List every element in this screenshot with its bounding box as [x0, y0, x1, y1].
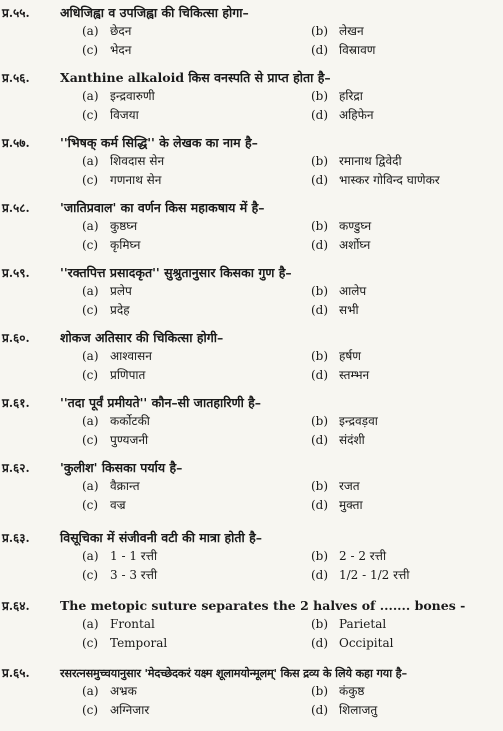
- option-text: इन्द्रवारुणी: [110, 89, 155, 103]
- option-label: (b): [311, 549, 329, 563]
- option-text: Temporal: [110, 636, 168, 650]
- option-text: अभ्रक: [110, 684, 137, 698]
- question-number: प्र.६५.: [2, 666, 30, 680]
- option-d: [311, 367, 369, 384]
- question-text: अधिजिह्वा व उपजिह्वा की चिकित्सा होगा–: [60, 5, 249, 20]
- option-text: विस्रावण: [339, 43, 376, 57]
- question-text: Xanthine alkaloid किस वनस्पति से प्राप्त होता है–: [60, 70, 331, 85]
- question-number: प्र.६४.: [2, 599, 30, 613]
- question-block: [0, 199, 503, 259]
- option-a: [82, 283, 132, 300]
- question-block: [0, 134, 503, 194]
- option-text: इन्द्रवड़वा: [339, 414, 378, 428]
- option-label: (c): [82, 108, 99, 122]
- option-label: (d): [311, 43, 329, 57]
- question-number: प्र.६१.: [2, 396, 30, 410]
- option-text: अर्शोघ्न: [339, 238, 371, 252]
- option-text: 2 - 2 रत्ती: [339, 549, 387, 563]
- question-number: प्र.५८.: [2, 201, 30, 215]
- option-text: Frontal: [110, 617, 155, 631]
- question-line: [0, 199, 265, 217]
- question-block: [0, 394, 503, 454]
- option-a: [82, 413, 150, 430]
- question-number: प्र.५६.: [2, 71, 30, 85]
- option-label: (d): [311, 636, 329, 650]
- option-label: (d): [311, 108, 329, 122]
- option-text: शिलाजतु: [339, 703, 378, 717]
- option-label: (d): [311, 498, 329, 512]
- question-line: [0, 329, 223, 347]
- option-label: (a): [82, 479, 99, 493]
- question-line: [0, 664, 407, 682]
- option-text: सभी: [339, 303, 359, 317]
- option-text: प्रलेप: [110, 284, 132, 298]
- question-line: [0, 4, 249, 22]
- option-b: [311, 683, 365, 700]
- option-label: (b): [311, 24, 329, 38]
- option-text: कण्डुघ्न: [339, 219, 372, 233]
- option-label: (c): [82, 433, 99, 447]
- option-label: (b): [311, 349, 329, 363]
- option-c: [82, 702, 149, 719]
- option-text: लेखन: [339, 24, 364, 38]
- question-text: 'जातिप्रवाल' का वर्णन किस महाकषाय में है–: [60, 200, 265, 215]
- question-text: ''तदा पूर्वं प्रमीयते'' कौन–सी जातहारिणी है–: [60, 395, 262, 410]
- option-label: (d): [311, 703, 329, 717]
- question-number: प्र.५५.: [2, 6, 30, 20]
- option-text: 1 - 1 रत्ती: [110, 549, 158, 563]
- option-text: कंकुष्ठ: [339, 684, 365, 698]
- option-text: स्तम्भन: [339, 368, 370, 382]
- option-a: [82, 478, 140, 495]
- question-number: प्र.६२.: [2, 461, 30, 475]
- option-label: (b): [311, 154, 329, 168]
- question-text: 'कुलीश' किसका पर्याय है–: [60, 460, 183, 475]
- option-label: (c): [82, 636, 99, 650]
- option-label: (a): [82, 154, 99, 168]
- option-b: [311, 218, 371, 235]
- option-d: [311, 567, 409, 584]
- question-text: रसरत्नसमुच्चयानुसार 'मेदच्छेदकरं यक्ष्म शूलामयोन्मूलम्' किस द्रव्य के लिये कहा गया है–: [60, 666, 407, 680]
- option-text: 3 - 3 रत्ती: [110, 568, 158, 582]
- option-text: रजत: [339, 479, 360, 493]
- option-label: (c): [82, 568, 99, 582]
- option-d: [311, 42, 375, 59]
- question-text: ''रक्तपित्त प्रसादकृत'' सुश्रुतानुसार किसका गुण है–: [60, 265, 292, 280]
- question-number: प्र.६०.: [2, 331, 30, 345]
- option-label: (c): [82, 368, 99, 382]
- option-a: [82, 218, 137, 235]
- option-text: वैक्रान्त: [110, 479, 140, 493]
- question-block: [0, 597, 503, 657]
- option-a: [82, 348, 152, 365]
- option-a: [82, 616, 155, 633]
- question-number: प्र.५९.: [2, 266, 30, 280]
- option-b: [311, 478, 360, 495]
- question-line: [0, 264, 292, 282]
- option-text: प्रदेह: [110, 303, 130, 317]
- option-label: (d): [311, 173, 329, 187]
- option-text: संदंशी: [339, 433, 365, 447]
- option-b: [311, 153, 402, 170]
- option-c: [82, 635, 167, 652]
- option-label: (a): [82, 349, 99, 363]
- option-label: (b): [311, 684, 329, 698]
- option-d: [311, 702, 377, 719]
- option-text: भेदन: [110, 43, 132, 57]
- option-text: प्रणिपात: [110, 368, 146, 382]
- option-b: [311, 283, 366, 300]
- option-label: (d): [311, 238, 329, 252]
- question-block: [0, 264, 503, 324]
- option-c: [82, 567, 157, 584]
- option-b: [311, 616, 386, 633]
- question-line: [0, 597, 465, 615]
- option-label: (a): [82, 549, 99, 563]
- question-number: प्र.५७.: [2, 136, 30, 150]
- option-label: (b): [311, 89, 329, 103]
- option-text: वज्र: [110, 498, 126, 512]
- option-text: Occipital: [339, 636, 394, 650]
- option-label: (d): [311, 568, 329, 582]
- question-block: [0, 329, 503, 389]
- option-text: रमानाथ द्विवेदी: [339, 154, 402, 168]
- option-text: Parietal: [339, 617, 387, 631]
- option-text: हर्षण: [339, 349, 361, 363]
- option-c: [82, 237, 140, 254]
- question-block: [0, 69, 503, 129]
- question-text: विसूचिका में संजीवनी वटी की मात्रा होती है–: [60, 530, 262, 545]
- option-c: [82, 497, 126, 514]
- question-line: [0, 134, 258, 152]
- option-label: (b): [311, 414, 329, 428]
- question-number: प्र.६३.: [2, 531, 30, 545]
- question-block: [0, 529, 503, 589]
- question-block: [0, 4, 503, 64]
- option-a: [82, 683, 137, 700]
- option-text: पुण्यजनी: [110, 433, 149, 447]
- option-d: [311, 302, 359, 319]
- option-text: कुष्ठघ्न: [110, 219, 138, 233]
- option-label: (a): [82, 617, 99, 631]
- question-line: [0, 69, 331, 87]
- option-b: [311, 548, 386, 565]
- question-line: [0, 529, 262, 547]
- option-label: (a): [82, 219, 99, 233]
- option-a: [82, 88, 155, 105]
- option-text: भास्कर गोविन्द घाणेकर: [339, 173, 440, 187]
- option-c: [82, 107, 139, 124]
- option-c: [82, 367, 145, 384]
- question-line: [0, 459, 182, 477]
- option-b: [311, 23, 364, 40]
- option-label: (b): [311, 284, 329, 298]
- option-label: (c): [82, 43, 99, 57]
- option-label: (d): [311, 368, 329, 382]
- option-c: [82, 172, 161, 189]
- option-a: [82, 23, 131, 40]
- option-text: आश्वासन: [110, 349, 152, 363]
- question-block: [0, 664, 503, 724]
- option-c: [82, 302, 130, 319]
- option-label: (c): [82, 173, 99, 187]
- option-label: (a): [82, 89, 99, 103]
- option-label: (c): [82, 498, 99, 512]
- option-text: 1/2 - 1/2 रत्ती: [339, 568, 410, 582]
- option-label: (b): [311, 479, 329, 493]
- question-text: शोकज अतिसार की चिकित्सा होगी–: [60, 330, 224, 345]
- question-text: ''भिषक् कर्म सिद्धि'' के लेखक का नाम है–: [60, 135, 258, 150]
- option-label: (c): [82, 238, 99, 252]
- option-a: [82, 153, 164, 170]
- option-label: (c): [82, 703, 99, 717]
- option-d: [311, 497, 363, 514]
- option-label: (b): [311, 219, 329, 233]
- option-text: छेदन: [110, 24, 132, 38]
- option-text: गणनाथ सेन: [110, 173, 162, 187]
- question-line: [0, 394, 261, 412]
- option-d: [311, 635, 393, 652]
- option-label: (c): [82, 303, 99, 317]
- question-block: [0, 459, 503, 519]
- question-text: The metopic suture separates the 2 halves of ....... bones -: [60, 598, 466, 613]
- option-d: [311, 172, 440, 189]
- option-text: शिवदास सेन: [110, 154, 165, 168]
- option-text: मुक्ता: [339, 498, 363, 512]
- option-label: (a): [82, 284, 99, 298]
- option-label: (a): [82, 684, 99, 698]
- option-text: हरिद्रा: [339, 89, 363, 103]
- option-text: विजया: [110, 108, 139, 122]
- option-label: (d): [311, 303, 329, 317]
- option-label: (d): [311, 433, 329, 447]
- option-text: कृमिघ्न: [110, 238, 141, 252]
- option-text: आलेप: [339, 284, 367, 298]
- option-text: कर्कोटकी: [110, 414, 150, 428]
- option-c: [82, 432, 148, 449]
- option-d: [311, 107, 374, 124]
- option-text: अहिफेन: [339, 108, 374, 122]
- option-label: (b): [311, 617, 329, 631]
- option-d: [311, 432, 365, 449]
- option-text: अग्निजार: [110, 703, 150, 717]
- option-b: [311, 88, 363, 105]
- option-label: (a): [82, 414, 99, 428]
- option-c: [82, 42, 131, 59]
- option-b: [311, 413, 378, 430]
- option-label: (a): [82, 24, 99, 38]
- option-a: [82, 548, 157, 565]
- option-b: [311, 348, 361, 365]
- option-d: [311, 237, 370, 254]
